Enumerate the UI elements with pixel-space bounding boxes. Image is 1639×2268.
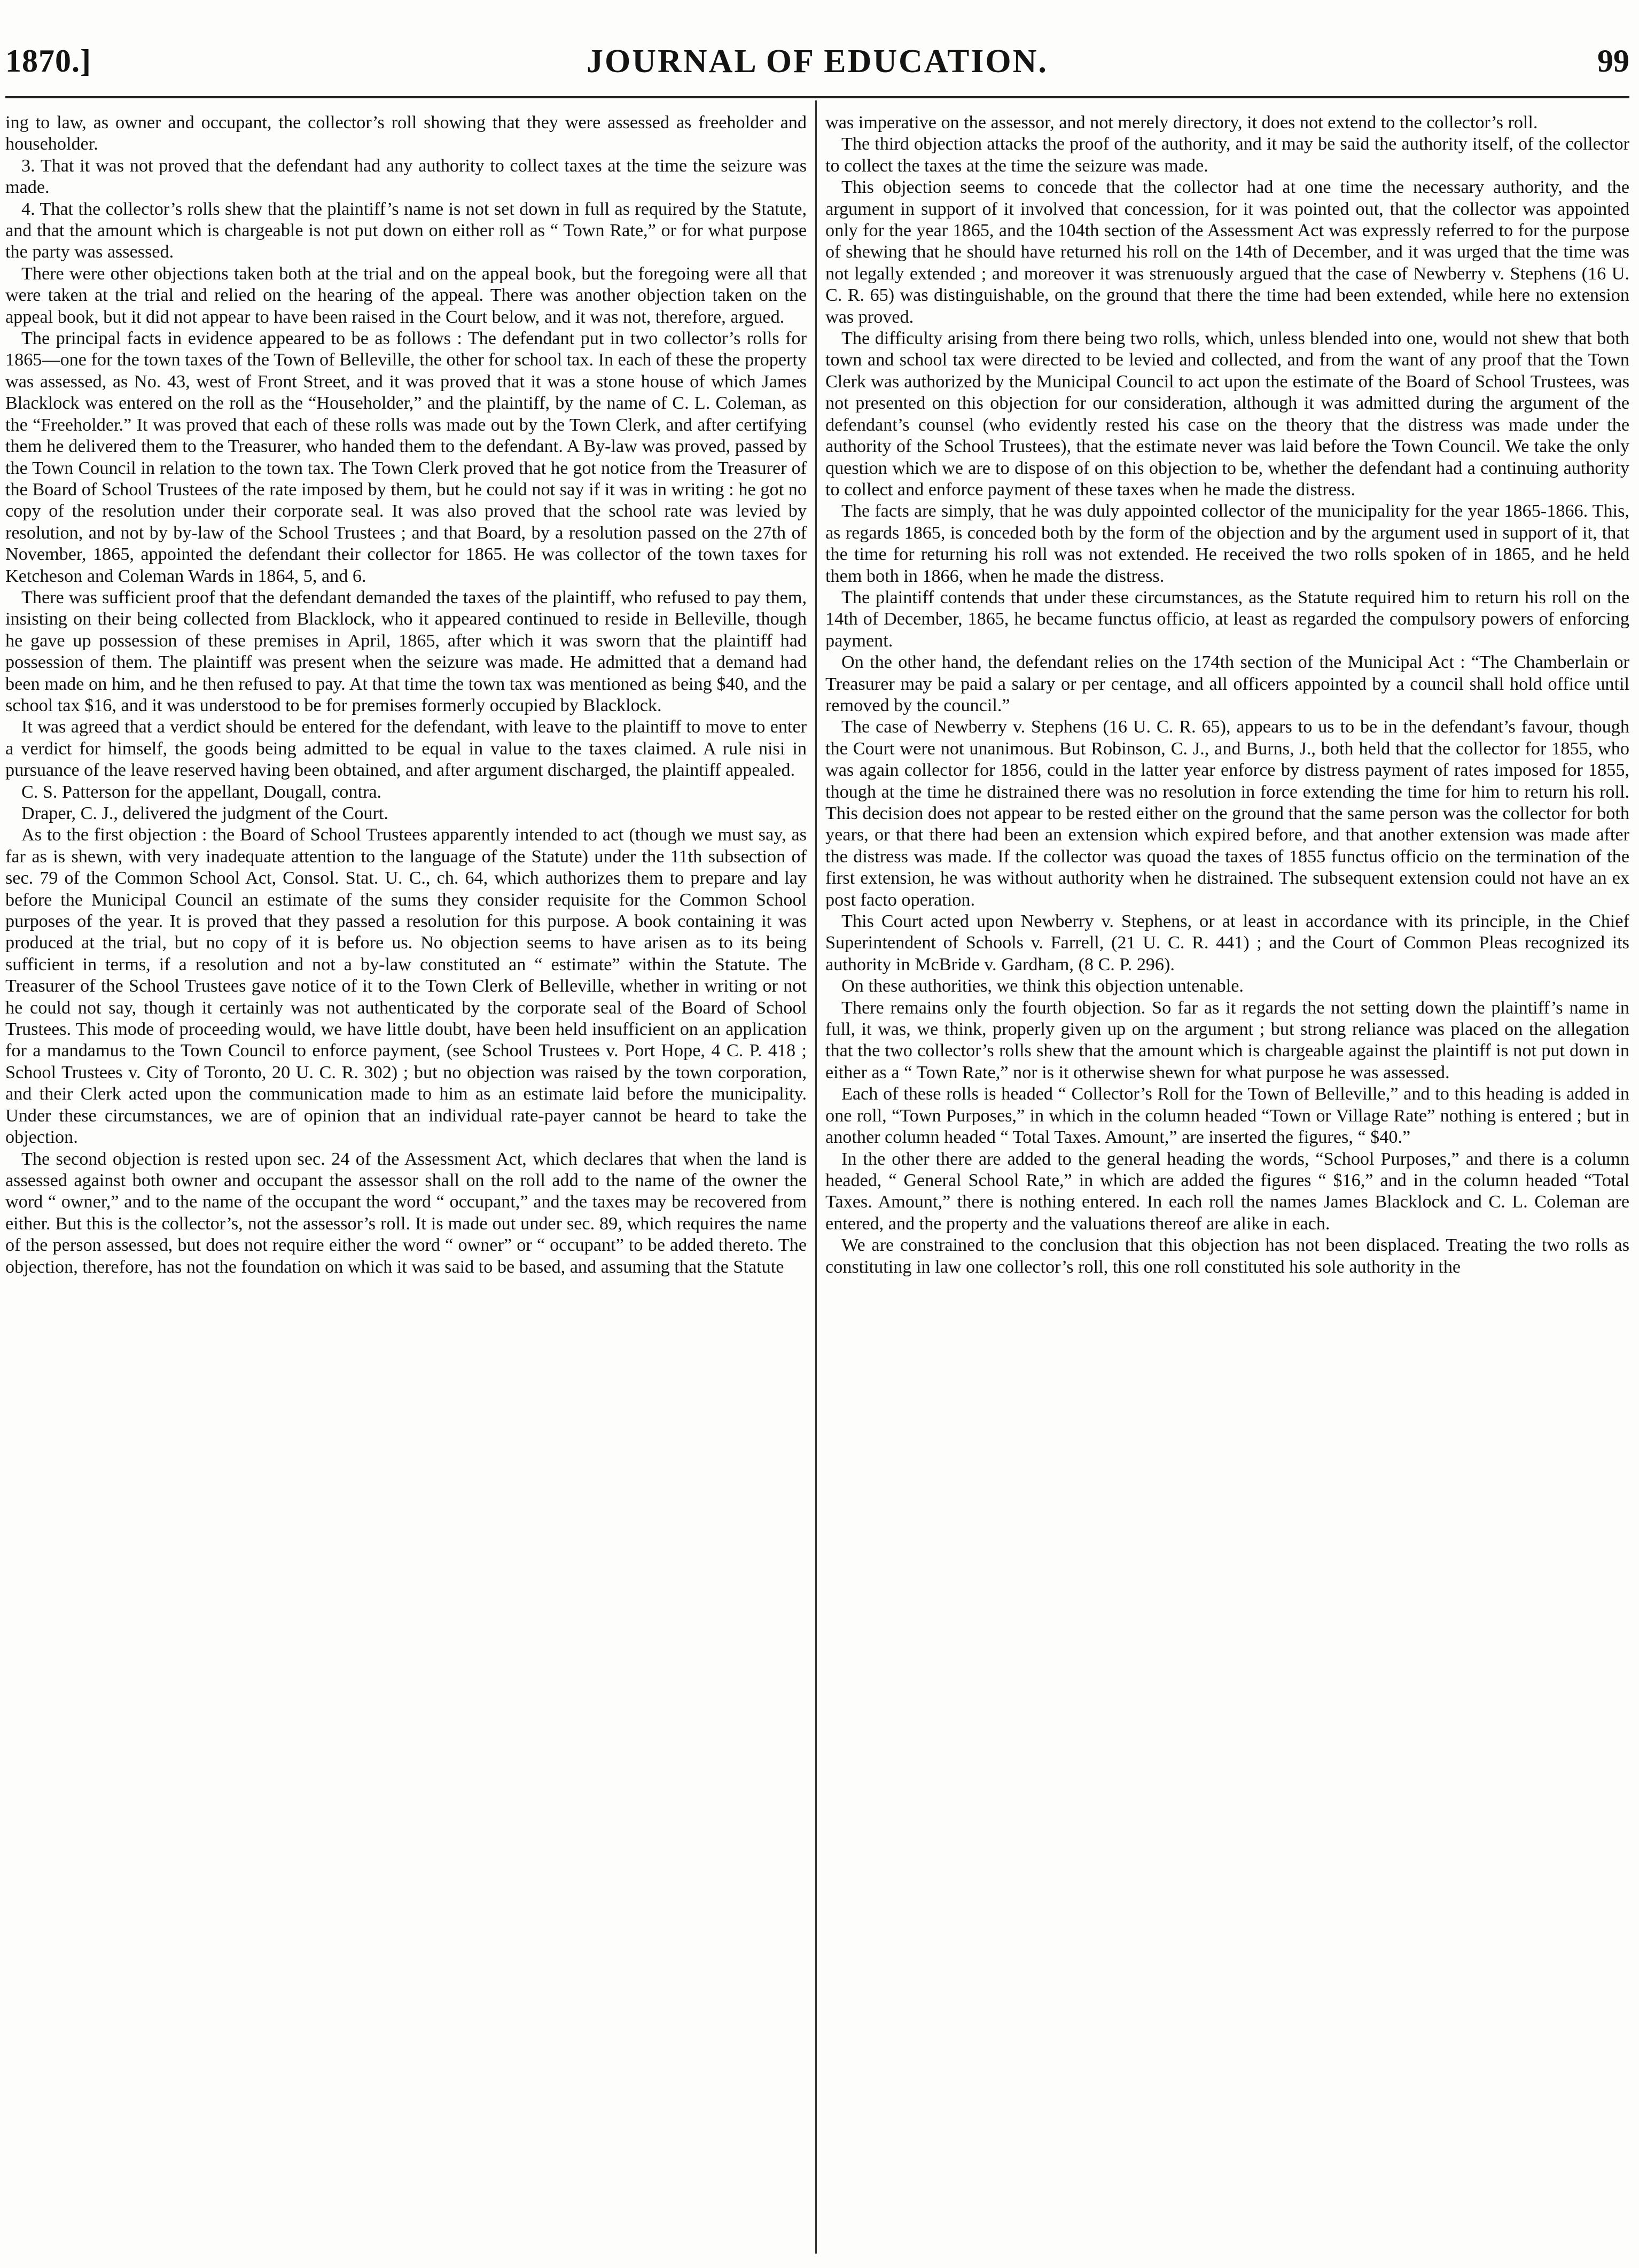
paragraph: 4. That the collector’s rolls shew that the plaintiff’s name is not set down in full as required by the Statute, and that the amount which is chargeable is not put down on either roll as “ Town Rate,” or for what purpose the party was assessed. (5, 199, 807, 262)
counsel-line: C. S. Patterson for the appellant, Dougall, contra. (21, 782, 382, 802)
paragraph: ing to law, as owner and occupant, the collector’s roll showing that they were assessed as freeholder and householder. (5, 113, 807, 154)
paragraph: There were other objections taken both at the trial and on the appeal book, but the foregoing were all that were taken at the trial and relied on the hearing of the appeal. There was another objection taken on the appeal book, but it did not appear to have been raised in the Court below, and it was not, therefore, argued. (5, 263, 807, 327)
journal-title: JOURNAL OF EDUCATION. (587, 43, 1048, 80)
page-number: 99 (1597, 43, 1629, 79)
paragraph: The third objection attacks the proof of the authority, and it may be said the authority itself, of the collector to collect the taxes at the time the seizure was made. (825, 134, 1629, 176)
paragraph: On the other hand, the defendant relies on the 174th section of the Municipal Act : “The Chamberlain or Treasurer may be paid a salary or per centage, and all officers appointed by a council shall hold office until removed by the council.” (825, 652, 1629, 715)
paragraph: The case of Newberry v. Stephens (16 U. C. R. 65), appears to us to be in the defendant’s favour, though the Court were not unanimous. But Robinson, C. J., and Burns, J., both held that the collector for 1855, who was again collector for 1856, could in the latter year enforce by distress payment of rates imposed for 1855, though at the time he distrained there was no resolution in force extending the time for him to return his roll. This decision does not appear to be rested either on the ground that the same person was the collector for both years, or that there had been an extension which expired before, and that another extension was made after the distress was made. If the collector was quoad the taxes of 1855 functus officio on the termination of the first extension, he was without authority when he distrained. The subsequent extension could not have an ex post facto operation. (825, 717, 1629, 910)
paragraph: We are constrained to the conclusion that this objection has not been displaced. Treating the two rolls as constituting in law one collector’s roll, this one roll constituted his sole authority in the (825, 1235, 1629, 1277)
paragraph: In the other there are added to the general heading the words, “School Purposes,” and there is a column headed, “ General School Rate,” in which are added the figures “ $16,” and in the column headed “Total Taxes. Amount,” there is nothing entered. In each roll the names James Blacklock and C. L. Coleman are entered, and the property and the valuations thereof are alike in each. (825, 1149, 1629, 1234)
paragraph: There was sufficient proof that the defendant demanded the taxes of the plaintiff, who refused to pay them, insisting on their being collected from Blacklock, who it appeared continued to reside in Belleville, though he gave up possession of these premises in April, 1865, after which it was sworn that the plaintiff had possession of them. The plaintiff was present when the seizure was made. He admitted that a demand had been made on him, and he then refused to pay. At that time the town tax was mentioned as being $40, and the school tax $16, and it was understood to be for premises formerly occupied by Blacklock. (5, 587, 807, 715)
paragraph: This Court acted upon Newberry v. Stephens, or at least in accordance with its principle, in the Chief Superintendent of Schools v. Farrell, (21 U. C. R. 441) ; and the Court of Common Pleas recognized its authority in McBride v. Gardham, (8 C. P. 296). (825, 911, 1629, 975)
paragraph: The facts are simply, that he was duly appointed collector of the municipality for the year 1865-1866. This, as regards 1865, is conceded both by the form of the objection and by the argument used in support of it, that the time for returning his roll was not extended. He received the two rolls spoken of in 1865, and he held them both in 1866, when he made the distress. (825, 501, 1629, 586)
header-rule (5, 96, 1629, 98)
judgment-line: Draper, C. J., delivered the judgment of the Court. (21, 804, 388, 823)
paragraph: On these authorities, we think this objection untenable. (841, 976, 1244, 996)
paragraph: As to the first objection : the Board of School Trustees apparently intended to act (though we must say, as far as is shewn, with very inadequate attention to the language of the Statute) under the 11th subsection of sec. 79 of the Common School Act, Consol. Stat. U. C., ch. 64, which authorizes them to prepare and lay before the Municipal Council an estimate of the sums they consider requisite for the Common School purposes of the year. It is proved that they passed a resolution for this purpose. A book containing it was produced at the trial, but no copy of it is before us. No objection seems to have arisen as to its being sufficient in terms, if a resolution and not a by-law constituted an “ estimate” within the Statute. The Treasurer of the School Trustees gave notice of it to the Town Clerk of Belleville, whether in writing or not he could not say, though it certainly was not authenticated by the corporate seal of the Board of School Trustees. This mode of proceeding would, we have little doubt, have been held insufficient on an application for a mandamus to the Town Council to enforce payment, (see School Trustees v. Port Hope, 4 C. P. 418 ; School Trustees v. City of Toronto, 20 U. C. R. 302) ; but no objection was raised by the town corporation, and their Clerk acted upon the communication made to him as an estimate laid before the municipality. Under these circumstances, we are of opinion that an individual rate-payer cannot be heard to take the objection. (5, 825, 807, 1148)
paragraph: The principal facts in evidence appeared to be as follows : The defendant put in two collector’s rolls for 1865—one for the town taxes of the Town of Belleville, the other for school tax. In each of these the property was assessed, as No. 43, west of Front Street, and it was proved that it was a stone house of which James Blacklock was entered on the roll as the “Householder,” and the plaintiff, by the name of C. L. Coleman, as the “Freeholder.” It was proved that each of these rolls was made out by the Town Clerk, and after certifying them he delivered them to the Treasurer, who handed them to the defendant. A By-law was proved, passed by the Town Council in relation to the town tax. The Town Clerk proved that he got notice from the Treasurer of the Board of School Trustees of the rate imposed by them, but he could not say if it was in writing : he got no copy of the resolution under their corporate seal. It was also proved that the school rate was levied by resolution, and not by by-law of the School Trustees ; and that Board, by a resolution passed on the 27th of November, 1865, appointed the defendant their collector for 1865. He was collector of the town taxes for Ketcheson and Coleman Wards in 1864, 5, and 6. (5, 329, 807, 586)
paragraph: The difficulty arising from there being two rolls, which, unless blended into one, would not shew that both town and school tax were directed to be levied and collected, and from the want of any proof that the Town Clerk was authorized by the Municipal Council to act upon the estimate of the Board of School Trustees, was not presented on this objection for our consideration, although it was admitted during the argument of the defendant’s counsel (who evidently rested his case on the theory that the distress was made under the authority of the School Trustees), that the estimate never was laid before the Town Council. We take the only question which we are to dispose of on this objection to be, whether the defendant had a continuing authority to collect and enforce payment of these taxes when he made the distress. (825, 329, 1629, 500)
paragraph: 3. That it was not proved that the defendant had any authority to collect taxes at the time the seizure was made. (5, 155, 807, 198)
paragraph: was imperative on the assessor, and not merely directory, it does not extend to the collector’s roll. (825, 113, 1538, 133)
paragraph: The plaintiff contends that under these circumstances, as the Statute required him to return his roll on the 14th of December, 1865, he became functus officio, at least as regarded the compulsory powers of enforcing payment. (825, 587, 1629, 651)
paragraph: This objection seems to concede that the collector had at one time the necessary authority, and the argument in support of it involved that concession, for it was pointed out, that the collector was appointed only for the year 1865, and the 104th section of the Assessment Act was expressly referred to for the purpose of shewing that he should have returned his roll on the 14th of December, and it was urged that the time was not legally extended ; and moreover it was strenuously argued that the case of Newberry v. Stephens (16 U. C. R. 65) was distinguishable, on the ground that there the time had been extended, while here no extension was proved. (825, 177, 1629, 327)
column-divider (815, 100, 817, 2254)
paragraph: The second objection is rested upon sec. 24 of the Assessment Act, which declares that when the land is assessed against both owner and occupant the assessor shall on the roll add to the name of the owner the word “ owner,” and to the name of the occupant the word “ occupant,” and the taxes may be recovered from either. But this is the collector’s, not the assessor’s roll. It is made out under sec. 89, which requires the name of the person assessed, but does not require either the word “ owner” or “ occupant” to be added thereto. The objection, therefore, has not the foundation on which it was said to be based, and assuming that the Statute (5, 1149, 807, 1277)
paragraph: Each of these rolls is headed “ Collector’s Roll for the Town of Belleville,” and to this heading is added in one roll, “Town Purposes,” in which in the column headed “Town or Village Rate” nothing is entered ; but in another column headed “ Total Taxes. Amount,” are inserted the figures, “ $40.” (825, 1084, 1629, 1148)
left-column (5, 112, 807, 2249)
header-year: 1870.] (5, 43, 91, 79)
journal-page (5, 32, 1629, 2255)
right-column (825, 112, 1629, 2249)
paragraph: It was agreed that a verdict should be entered for the defendant, with leave to the plaintiff to move to enter a verdict for himself, the goods being admitted to be equal in value to the taxes claimed. A rule nisi in pursuance of the leave reserved having been obtained, and after argument discharged, the plaintiff appealed. (5, 717, 807, 781)
paragraph: There remains only the fourth objection. So far as it regards the not setting down the plaintiff’s name in full, it was, we think, properly given up on the argument ; but strong reliance was placed on the allegation that the two collector’s rolls shew that the amount which is chargeable against the plaintiff is not put down in either as a “ Town Rate,” nor is it otherwise shewn for what purpose he was assessed. (825, 997, 1629, 1082)
running-header (5, 32, 1629, 96)
